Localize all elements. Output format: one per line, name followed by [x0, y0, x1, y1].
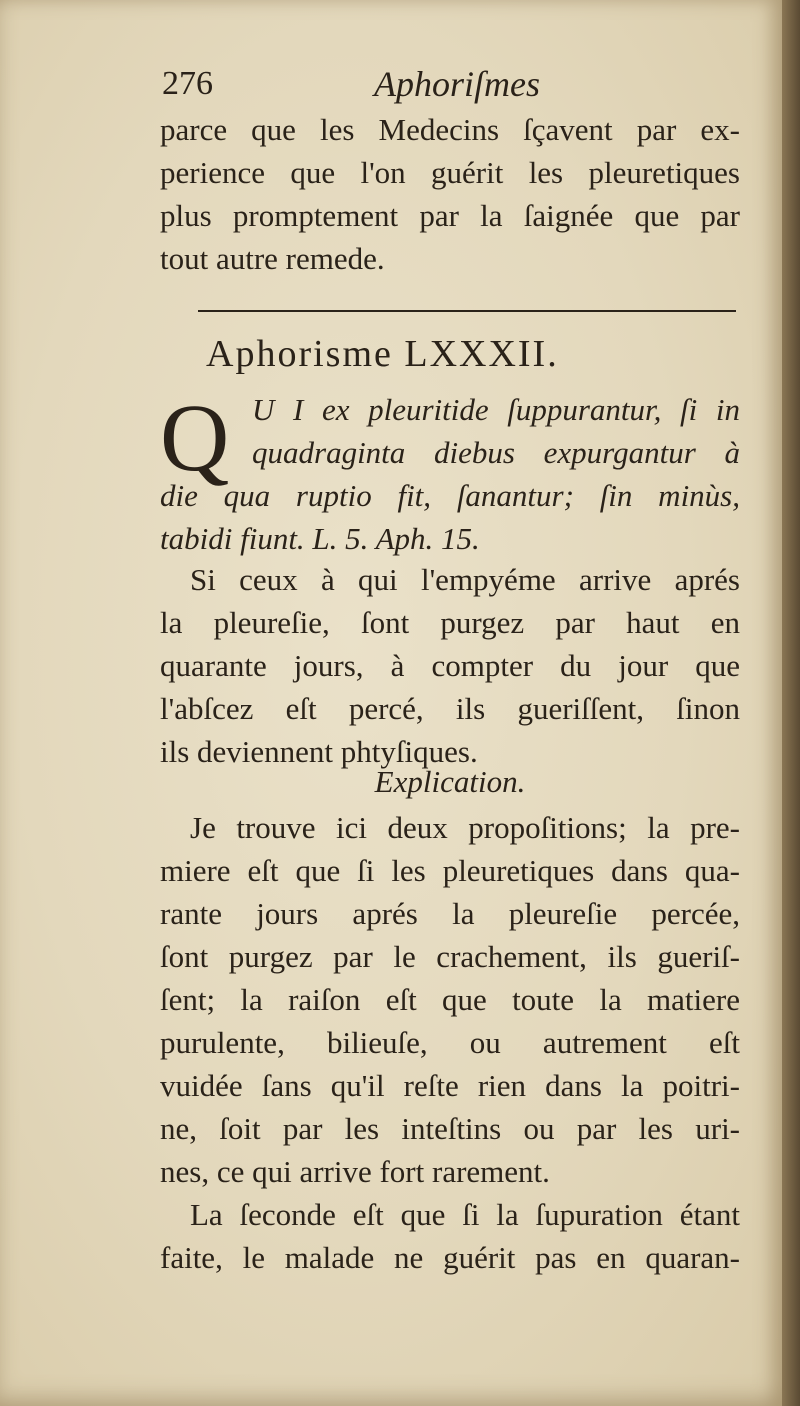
text-line: la pleureſie, ſont purgez par haut en: [160, 605, 740, 640]
text-line: plus promptement par la ſaignée que par: [160, 198, 740, 233]
page-number: 276: [162, 65, 213, 102]
text-line: die qua ruptio fit, ſanantur; ſin minùs,: [160, 478, 740, 513]
text-line: La ſeconde eſt que ſi la ſupuration étant: [190, 1197, 740, 1232]
text-line: rante jours aprés la pleureſie percée,: [160, 896, 740, 931]
text-line: ſont purgez par le crachement, ils gueriſ-: [160, 939, 740, 974]
text-line: faite, le malade ne guérit pas en quaran-: [160, 1240, 740, 1275]
drop-cap: Q: [160, 384, 230, 491]
intro-paragraph: [160, 108, 740, 280]
translation-paragraph: [160, 558, 740, 773]
running-title: Aphoriſmes: [374, 64, 540, 104]
section-divider: [198, 310, 736, 312]
text-line: tabidi fiunt. L. 5. Aph. 15.: [160, 521, 480, 556]
explication-heading: Explication.: [374, 764, 526, 799]
text-line: tout autre remede.: [160, 241, 385, 276]
text-line: nes, ce qui arrive fort rarement.: [160, 1154, 550, 1189]
text-line: ſent; la raiſon eſt que toute la matiere: [160, 982, 740, 1017]
text-line: ils deviennent phtyſiques.: [160, 734, 478, 769]
running-head: [162, 62, 742, 106]
text-line: U I ex pleuritide ſuppurantur, ſi in: [252, 392, 740, 427]
text-line: purulente, bilieuſe, ou autrement eſt: [160, 1025, 740, 1060]
text-line: quadraginta diebus expurgantur à: [252, 435, 740, 470]
text-line: parce que les Medecins ſçavent par ex-: [160, 112, 740, 147]
text-line: ne, ſoit par les inteſtins ou par les uri-: [160, 1111, 740, 1146]
aphorism-heading: Aphorisme LXXXII.: [206, 333, 559, 375]
aphorism-latin-continuation: [160, 474, 740, 560]
explication-heading-wrap: [160, 760, 740, 803]
text-line: Si ceux à qui l'empyéme arrive aprés: [190, 562, 740, 597]
text-line: perience que l'on guérit les pleuretiques: [160, 155, 740, 190]
text-line: vuidée ſans qu'il reſte rien dans la poitri-: [160, 1068, 740, 1103]
text-line: miere eſt que ſi les pleuretiques dans qua-: [160, 853, 740, 888]
page-gutter-edge: [782, 0, 800, 1406]
explication-paragraph: [160, 806, 740, 1279]
text-line: l'abſcez eſt percé, ils gueriſſent, ſinon: [160, 691, 740, 726]
text-line: quarante jours, à compter du jour que: [160, 648, 740, 683]
aphorism-latin-opening: [252, 388, 740, 474]
text-line: Je trouve ici deux propoſitions; la pre-: [190, 810, 740, 845]
